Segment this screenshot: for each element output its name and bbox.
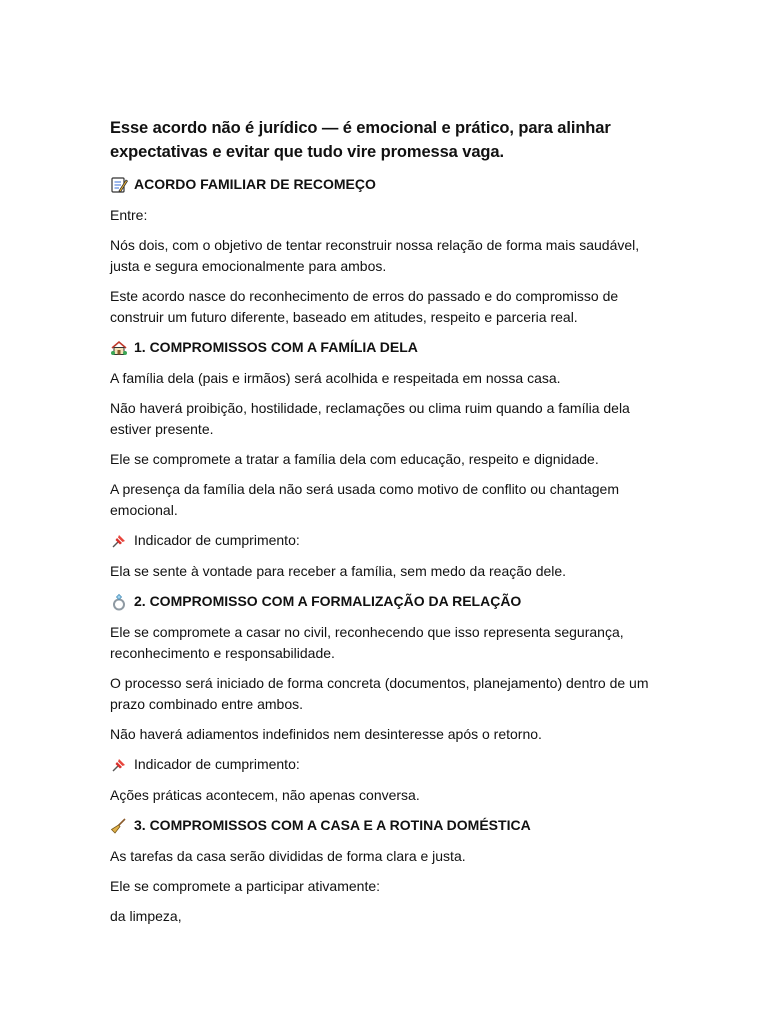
intro-text: Esse acordo não é jurídico — é emocional e prático, para alinhar expectativas e evitar que tudo vire promessa vaga. <box>110 119 611 161</box>
list-item: Não haverá proibição, hostilidade, reclamações ou clima ruim quando a família dela estiver presente. <box>110 400 630 437</box>
paragraph-origin: Este acordo nasce do reconhecimento de erros do passado e do compromisso de construir um futuro diferente, baseado em atitudes, respeito e parceria real. <box>110 288 619 325</box>
list-item: A presença da família dela não será usada como motivo de conflito ou chantagem emocional. <box>110 481 619 518</box>
list-item: O processo será iniciado de forma concreta (documentos, planejamento) dentro de um prazo combinado entre ambos. <box>110 675 649 712</box>
pushpin-icon <box>110 756 128 774</box>
memo-icon <box>110 176 128 194</box>
list-item: As tarefas da casa serão divididas de forma clara e justa. <box>110 848 466 864</box>
section-heading-formalization <box>110 591 670 612</box>
pushpin-icon <box>110 532 128 550</box>
indicator-label-row <box>110 530 670 551</box>
section-heading-household <box>110 815 670 836</box>
list-item: Ele se compromete a casar no civil, reconhecendo que isso representa segurança, reconhecimento e responsabilidade. <box>110 624 624 661</box>
indicator-label: Indicador de cumprimento: <box>134 756 300 772</box>
list-item: da limpeza, <box>110 908 182 924</box>
document-title-text: ACORDO FAMILIAR DE RECOMEÇO <box>134 176 376 192</box>
section-heading-text: 3. COMPROMISSOS COM A CASA E A ROTINA DOMÉSTICA <box>134 817 531 833</box>
indicator-text: Ela se sente à vontade para receber a família, sem medo da reação dele. <box>110 563 567 579</box>
paragraph-parties: Nós dois, com o objetivo de tentar reconstruir nossa relação de forma mais saudável, justa e segura emocionalmente para ambos. <box>110 237 640 274</box>
indicator-label: Indicador de cumprimento: <box>134 532 300 548</box>
section-heading-text: 2. COMPROMISSO COM A FORMALIZAÇÃO DA RELAÇÃO <box>134 593 522 609</box>
list-item: A família dela (pais e irmãos) será acolhida e respeitada em nossa casa. <box>110 370 561 386</box>
section-heading-text: 1. COMPROMISSOS COM A FAMÍLIA DELA <box>134 339 418 355</box>
document-title <box>110 174 670 195</box>
document-page <box>110 116 670 936</box>
list-item: Ele se compromete a participar ativamente: <box>110 878 381 894</box>
list-item: Ele se compromete a tratar a família dela com educação, respeito e dignidade. <box>110 451 599 467</box>
indicator-text: Ações práticas acontecem, não apenas conversa. <box>110 787 420 803</box>
ring-icon <box>110 593 128 611</box>
list-item: Não haverá adiamentos indefinidos nem desinteresse após o retorno. <box>110 726 542 742</box>
broom-icon <box>110 817 128 835</box>
section-heading-family <box>110 337 670 358</box>
indicator-label-row <box>110 754 670 775</box>
between-label: Entre: <box>110 207 148 223</box>
house-with-garden-icon <box>110 339 128 357</box>
